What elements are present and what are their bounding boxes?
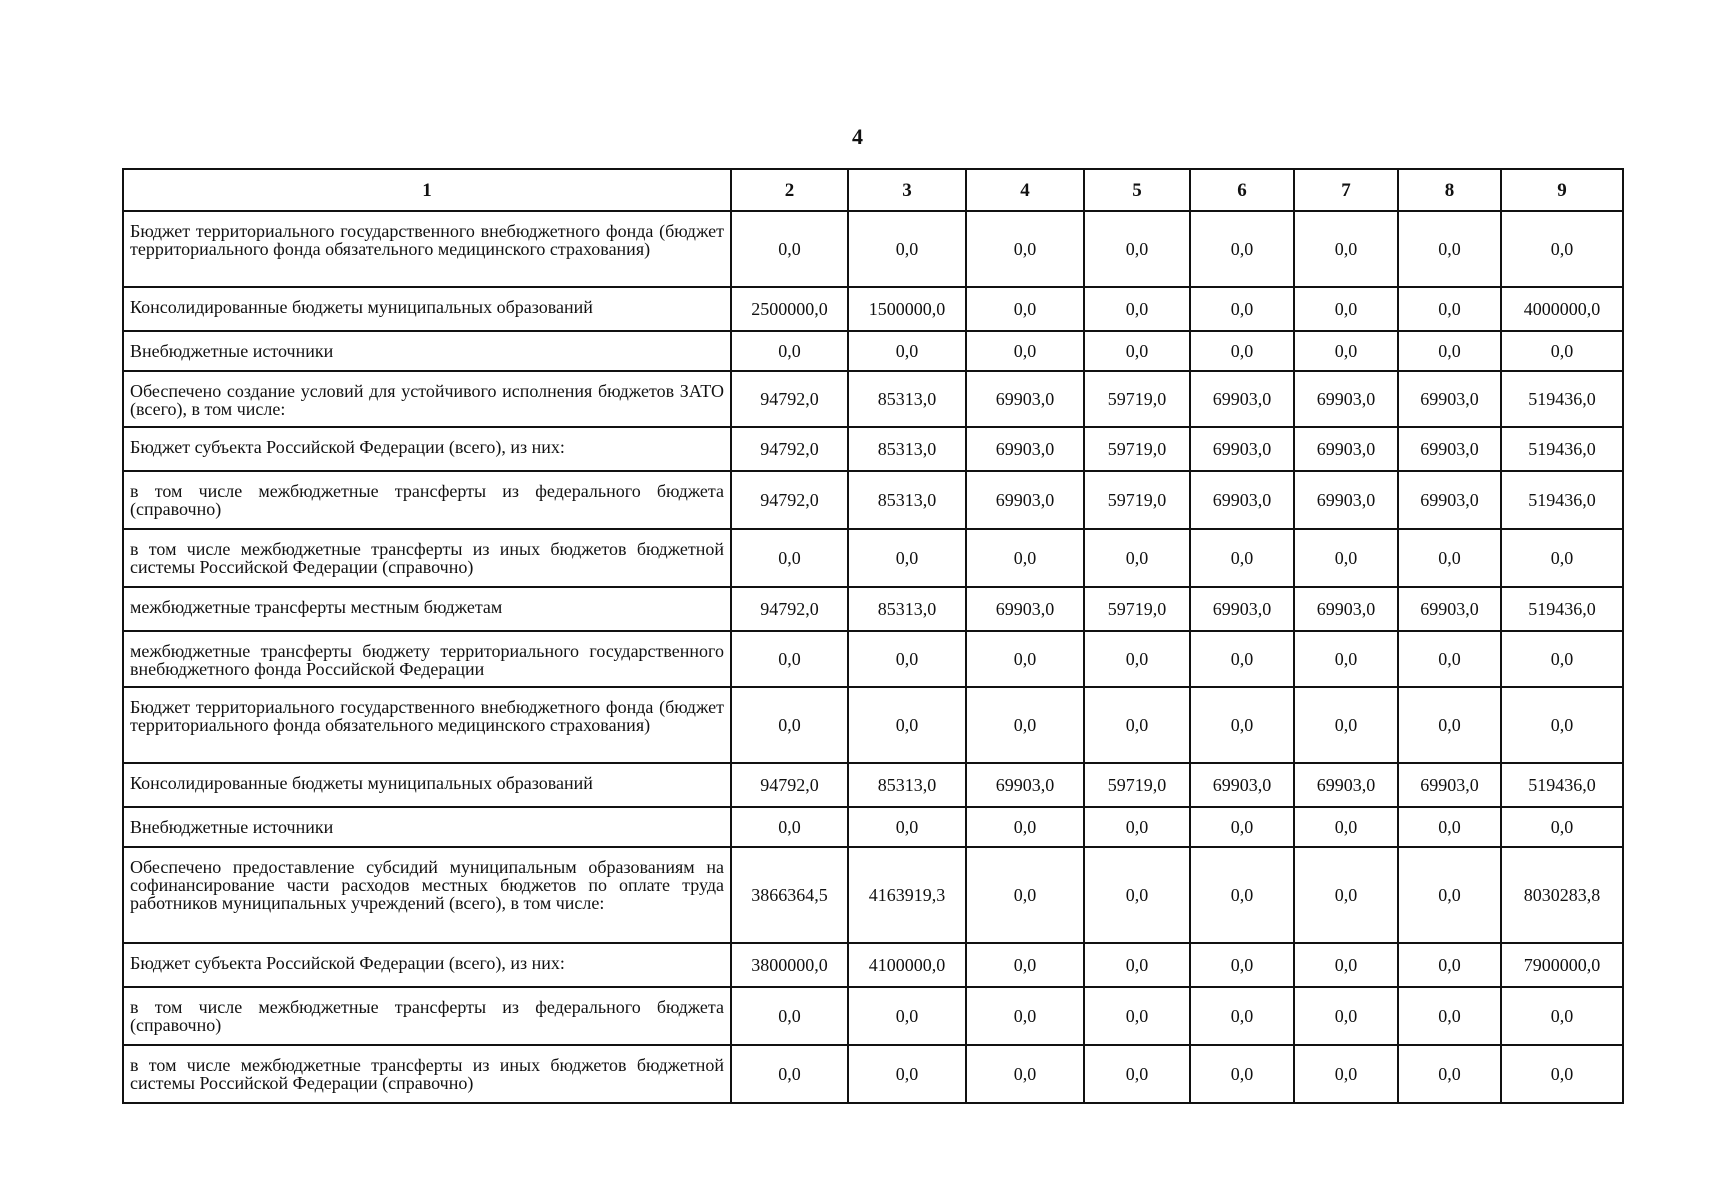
cell-value: 85313,0: [848, 587, 966, 631]
cell-value: 59719,0: [1084, 371, 1190, 427]
table-row: [123, 211, 1623, 287]
cell-value: 4100000,0: [848, 943, 966, 987]
table-row: [123, 529, 1623, 587]
cell-value: 0,0: [1084, 807, 1190, 847]
cell-value: 0,0: [1294, 529, 1398, 587]
cell-value: 8030283,8: [1501, 847, 1623, 943]
cell-value: 0,0: [966, 987, 1084, 1045]
cell-value: 0,0: [1501, 331, 1623, 371]
cell-value: 0,0: [731, 331, 848, 371]
cell-value: 0,0: [1190, 211, 1294, 287]
cell-value: 85313,0: [848, 427, 966, 471]
cell-value: 0,0: [1190, 943, 1294, 987]
cell-value: 519436,0: [1501, 587, 1623, 631]
cell-value: 0,0: [1190, 807, 1294, 847]
cell-value: 69903,0: [1294, 371, 1398, 427]
cell-value: 0,0: [1084, 331, 1190, 371]
row-label: Бюджет субъекта Российской Федерации (всего), из них:: [123, 943, 731, 987]
cell-value: 85313,0: [848, 471, 966, 529]
row-label: Обеспечено предоставление субсидий муниципальным образованиям на софинансирование части расходов местных бюджетов по оплате труда работников муниципальных учреждений (всего), в том числе:: [123, 847, 731, 943]
cell-value: 85313,0: [848, 763, 966, 807]
cell-value: 0,0: [1190, 1045, 1294, 1103]
cell-value: 69903,0: [1398, 371, 1501, 427]
cell-value: 0,0: [1084, 943, 1190, 987]
table-row: [123, 687, 1623, 763]
table-row: [123, 807, 1623, 847]
cell-value: 0,0: [1190, 631, 1294, 687]
cell-value: 0,0: [1190, 847, 1294, 943]
table-row: [123, 987, 1623, 1045]
cell-value: 7900000,0: [1501, 943, 1623, 987]
cell-value: 0,0: [731, 987, 848, 1045]
cell-value: 0,0: [1398, 687, 1501, 763]
cell-value: 0,0: [1398, 847, 1501, 943]
row-label: в том числе межбюджетные трансферты из федерального бюджета (справочно): [123, 987, 731, 1045]
cell-value: 0,0: [1501, 987, 1623, 1045]
cell-value: 59719,0: [1084, 587, 1190, 631]
cell-value: 0,0: [966, 807, 1084, 847]
column-header: 5: [1084, 169, 1190, 211]
cell-value: 0,0: [1084, 847, 1190, 943]
cell-value: 0,0: [1398, 331, 1501, 371]
cell-value: 4000000,0: [1501, 287, 1623, 331]
column-header: 6: [1190, 169, 1294, 211]
column-header: 7: [1294, 169, 1398, 211]
cell-value: 0,0: [966, 631, 1084, 687]
table-row: [123, 631, 1623, 687]
cell-value: 0,0: [1501, 687, 1623, 763]
table-row: [123, 287, 1623, 331]
row-label: Бюджет субъекта Российской Федерации (всего), из них:: [123, 427, 731, 471]
row-label: межбюджетные трансферты бюджету территориального государственного внебюджетного фонда Российской Федерации: [123, 631, 731, 687]
cell-value: 0,0: [966, 529, 1084, 587]
cell-value: 0,0: [1501, 807, 1623, 847]
cell-value: 0,0: [848, 1045, 966, 1103]
cell-value: 59719,0: [1084, 763, 1190, 807]
cell-value: 94792,0: [731, 763, 848, 807]
cell-value: 0,0: [966, 1045, 1084, 1103]
cell-value: 0,0: [1294, 331, 1398, 371]
budget-table: [122, 168, 1624, 1104]
row-label: в том числе межбюджетные трансферты из федерального бюджета (справочно): [123, 471, 731, 529]
cell-value: 0,0: [966, 847, 1084, 943]
row-label: в том числе межбюджетные трансферты из иных бюджетов бюджетной системы Российской Федерации (справочно): [123, 1045, 731, 1103]
cell-value: 0,0: [848, 529, 966, 587]
cell-value: 0,0: [848, 211, 966, 287]
cell-value: 519436,0: [1501, 427, 1623, 471]
cell-value: 59719,0: [1084, 427, 1190, 471]
cell-value: 0,0: [731, 1045, 848, 1103]
cell-value: 0,0: [1084, 287, 1190, 331]
cell-value: 0,0: [1084, 211, 1190, 287]
table-row: [123, 471, 1623, 529]
cell-value: 519436,0: [1501, 371, 1623, 427]
cell-value: 69903,0: [966, 763, 1084, 807]
cell-value: 0,0: [1398, 987, 1501, 1045]
cell-value: 59719,0: [1084, 471, 1190, 529]
row-label: Внебюджетные источники: [123, 807, 731, 847]
cell-value: 0,0: [1084, 687, 1190, 763]
cell-value: 0,0: [848, 631, 966, 687]
header-row: [123, 169, 1623, 211]
row-label: Консолидированные бюджеты муниципальных образований: [123, 287, 731, 331]
cell-value: 0,0: [848, 687, 966, 763]
cell-value: 0,0: [1084, 529, 1190, 587]
cell-value: 69903,0: [1190, 763, 1294, 807]
cell-value: 0,0: [731, 631, 848, 687]
cell-value: 0,0: [848, 987, 966, 1045]
cell-value: 94792,0: [731, 371, 848, 427]
table-row: [123, 847, 1623, 943]
cell-value: 0,0: [1398, 211, 1501, 287]
cell-value: 0,0: [1190, 687, 1294, 763]
cell-value: 4163919,3: [848, 847, 966, 943]
cell-value: 0,0: [966, 287, 1084, 331]
table-row: [123, 427, 1623, 471]
cell-value: 69903,0: [1294, 587, 1398, 631]
cell-value: 0,0: [1398, 807, 1501, 847]
cell-value: 1500000,0: [848, 287, 966, 331]
cell-value: 94792,0: [731, 471, 848, 529]
column-header: 4: [966, 169, 1084, 211]
cell-value: 0,0: [1398, 943, 1501, 987]
cell-value: 0,0: [1084, 987, 1190, 1045]
table-row: [123, 331, 1623, 371]
cell-value: 69903,0: [1294, 471, 1398, 529]
row-label: Бюджет территориального государственного внебюджетного фонда (бюджет территориального фонда обязательного медицинского страхования): [123, 687, 731, 763]
cell-value: 69903,0: [1190, 587, 1294, 631]
cell-value: 519436,0: [1501, 471, 1623, 529]
table-row: [123, 943, 1623, 987]
cell-value: 69903,0: [966, 371, 1084, 427]
cell-value: 69903,0: [1294, 427, 1398, 471]
cell-value: 0,0: [1084, 631, 1190, 687]
cell-value: 69903,0: [1398, 427, 1501, 471]
table-row: [123, 763, 1623, 807]
cell-value: 0,0: [1398, 631, 1501, 687]
cell-value: 0,0: [1084, 1045, 1190, 1103]
table-row: [123, 371, 1623, 427]
cell-value: 0,0: [966, 211, 1084, 287]
cell-value: 0,0: [1294, 943, 1398, 987]
row-label: в том числе межбюджетные трансферты из иных бюджетов бюджетной системы Российской Федерации (справочно): [123, 529, 731, 587]
row-label: Внебюджетные источники: [123, 331, 731, 371]
cell-value: 0,0: [1294, 211, 1398, 287]
cell-value: 0,0: [731, 211, 848, 287]
cell-value: 0,0: [731, 807, 848, 847]
row-label: межбюджетные трансферты местным бюджетам: [123, 587, 731, 631]
cell-value: 69903,0: [966, 471, 1084, 529]
cell-value: 0,0: [1501, 1045, 1623, 1103]
cell-value: 69903,0: [1398, 587, 1501, 631]
cell-value: 0,0: [1501, 631, 1623, 687]
cell-value: 519436,0: [1501, 763, 1623, 807]
cell-value: 0,0: [731, 529, 848, 587]
cell-value: 0,0: [1294, 987, 1398, 1045]
cell-value: 0,0: [1294, 687, 1398, 763]
cell-value: 0,0: [1190, 331, 1294, 371]
column-header: 8: [1398, 169, 1501, 211]
cell-value: 0,0: [966, 943, 1084, 987]
table-row: [123, 587, 1623, 631]
cell-value: 3800000,0: [731, 943, 848, 987]
cell-value: 0,0: [1294, 807, 1398, 847]
cell-value: 69903,0: [1190, 471, 1294, 529]
cell-value: 3866364,5: [731, 847, 848, 943]
cell-value: 2500000,0: [731, 287, 848, 331]
column-header: 1: [123, 169, 731, 211]
cell-value: 0,0: [1294, 287, 1398, 331]
cell-value: 69903,0: [966, 587, 1084, 631]
cell-value: 0,0: [1398, 287, 1501, 331]
cell-value: 69903,0: [1398, 763, 1501, 807]
cell-value: 0,0: [1190, 287, 1294, 331]
page-number: 4: [852, 124, 863, 149]
cell-value: 0,0: [848, 807, 966, 847]
cell-value: 94792,0: [731, 587, 848, 631]
column-header: 2: [731, 169, 848, 211]
cell-value: 0,0: [1190, 987, 1294, 1045]
cell-value: 69903,0: [1190, 427, 1294, 471]
cell-value: 0,0: [1190, 529, 1294, 587]
cell-value: 0,0: [966, 687, 1084, 763]
cell-value: 0,0: [966, 331, 1084, 371]
row-label: Консолидированные бюджеты муниципальных образований: [123, 763, 731, 807]
table-row: [123, 1045, 1623, 1103]
cell-value: 0,0: [1501, 529, 1623, 587]
column-header: 3: [848, 169, 966, 211]
cell-value: 0,0: [1294, 1045, 1398, 1103]
cell-value: 69903,0: [1294, 763, 1398, 807]
cell-value: 69903,0: [1398, 471, 1501, 529]
row-label: Бюджет территориального государственного внебюджетного фонда (бюджет территориального фонда обязательного медицинского страхования): [123, 211, 731, 287]
column-header: 9: [1501, 169, 1623, 211]
cell-value: 0,0: [848, 331, 966, 371]
cell-value: 0,0: [1294, 631, 1398, 687]
cell-value: 69903,0: [1190, 371, 1294, 427]
cell-value: 0,0: [1501, 211, 1623, 287]
cell-value: 0,0: [731, 687, 848, 763]
cell-value: 85313,0: [848, 371, 966, 427]
cell-value: 69903,0: [966, 427, 1084, 471]
cell-value: 0,0: [1294, 847, 1398, 943]
cell-value: 0,0: [1398, 1045, 1501, 1103]
cell-value: 94792,0: [731, 427, 848, 471]
row-label: Обеспечено создание условий для устойчивого исполнения бюджетов ЗАТО (всего), в том числе:: [123, 371, 731, 427]
cell-value: 0,0: [1398, 529, 1501, 587]
